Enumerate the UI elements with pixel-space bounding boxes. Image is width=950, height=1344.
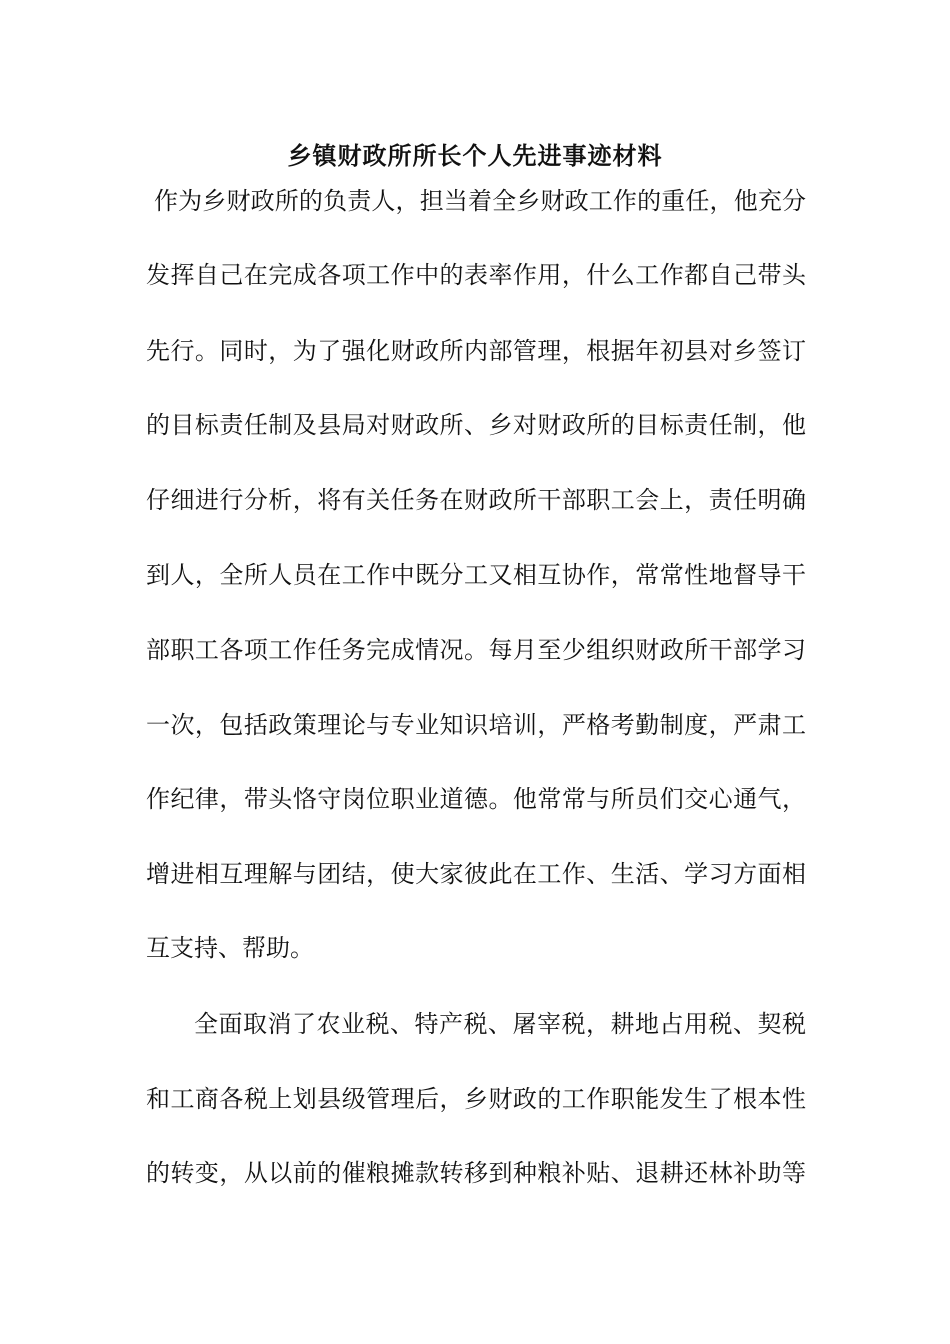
paragraph-line: 增进相互理解与团结，使大家彼此在工作、生活、学习方面相 [146,860,806,888]
paragraph-line: 部职工各项工作任务完成情况。每月至少组织财政所干部学习 [146,636,806,664]
paragraph-line: 和工商各税上划县级管理后，乡财政的工作职能发生了根本性 [146,1085,806,1113]
paragraph-line: 发挥自己在完成各项工作中的表率作用，什么工作都自己带头 [146,261,806,289]
paragraph-line: 全面取消了农业税、特产税、屠宰税，耕地占用税、契税 [194,1010,806,1038]
document-title: 乡镇财政所所长个人先进事迹材料 [287,141,663,170]
paragraph-line: 的转变，从以前的催粮摊款转移到种粮补贴、退耕还林补助等 [146,1159,806,1187]
paragraph-line: 到人，全所人员在工作中既分工又相互协作，常常性地督导干 [146,561,806,589]
paragraph-line: 先行。同时，为了强化财政所内部管理，根据年初县对乡签订 [146,337,806,365]
paragraph-line: 仔细进行分析，将有关任务在财政所干部职工会上，责任明确 [146,486,806,514]
paragraph-line: 互支持、帮助。 [146,934,314,962]
paragraph-line: 一次，包括政策理论与专业知识培训，严格考勤制度，严肃工 [146,711,806,739]
paragraph-line: 的目标责任制及县局对财政所、乡对财政所的目标责任制，他 [146,411,806,439]
paragraph-line: 作为乡财政所的负责人，担当着全乡财政工作的重任，他充分 [154,187,806,215]
paragraph-line: 作纪律，带头恪守岗位职业道德。他常常与所员们交心通气， [146,785,806,813]
